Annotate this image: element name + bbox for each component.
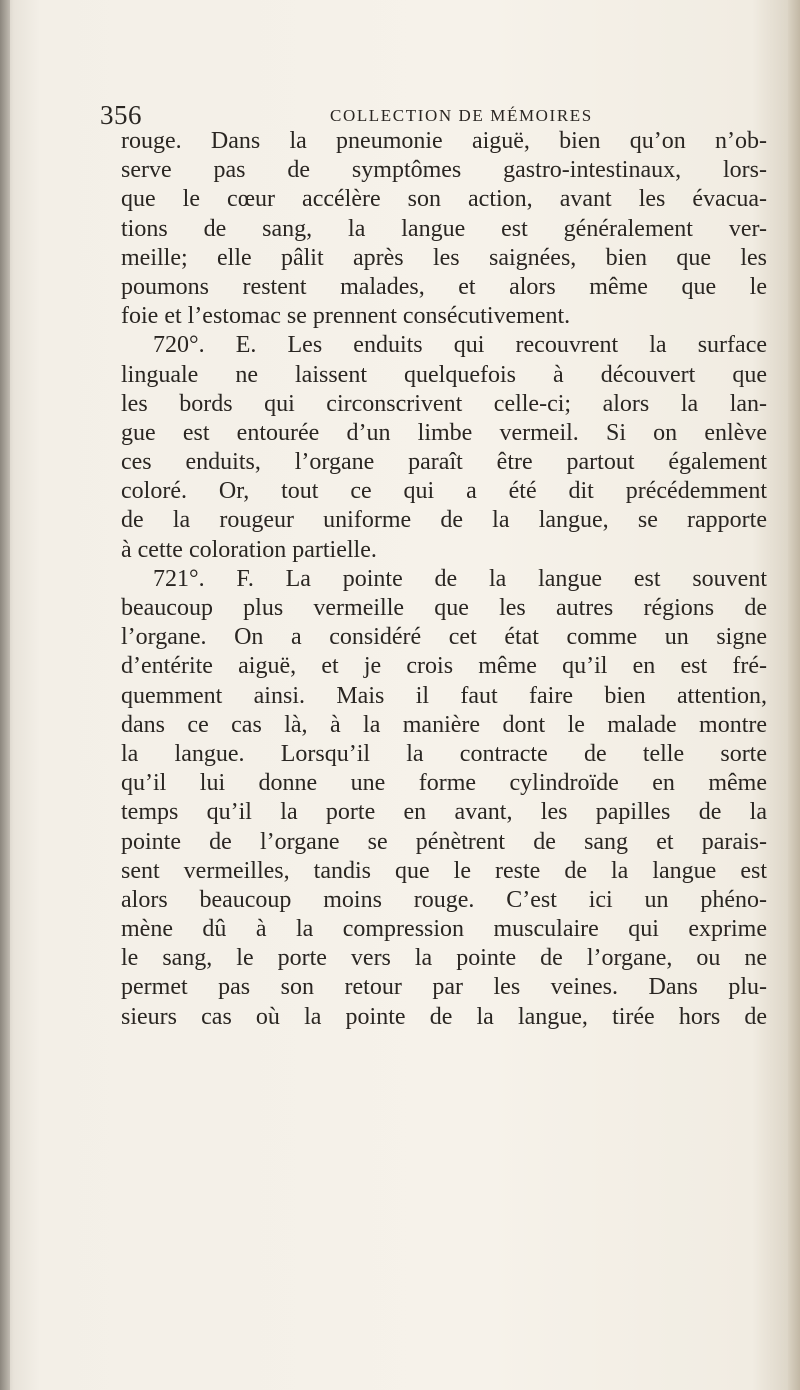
text-line: sent vermeilles, tandis que le reste de la langue est	[121, 857, 767, 884]
text-line: alors beaucoup moins rouge. C’est ici un phéno-	[121, 886, 767, 913]
text-line: permet pas son retour par les veines. Dans plu-	[121, 974, 767, 1001]
text-line: le sang, le porte vers la pointe de l’organe, ou ne	[121, 945, 767, 972]
text-line: serve pas de symptômes gastro-intestinaux, lors-	[121, 157, 767, 184]
text-line: d’entérite aiguë, et je crois même qu’il en est fré-	[121, 653, 767, 680]
text-line: que le cœur accélère son action, avant les évacua-	[121, 186, 767, 213]
text-line: dans ce cas là, à la manière dont le malade montre	[121, 711, 767, 738]
text-line: quemment ainsi. Mais il faut faire bien attention,	[121, 682, 767, 709]
text-line: qu’il lui donne une forme cylindroïde en même	[121, 770, 767, 797]
text-line: tions de sang, la langue est généralement ver-	[121, 215, 767, 242]
paragraph-721-start: 721°. F. La pointe de la langue est souvent	[153, 565, 767, 592]
text-line: l’organe. On a considéré cet état comme un signe	[121, 624, 767, 651]
text-line: linguale ne laissent quelquefois à découvert que	[121, 361, 767, 388]
text-line: gue est entourée d’un limbe vermeil. Si on enlève	[121, 419, 767, 446]
page-edge	[788, 0, 800, 1390]
running-head: COLLECTION DE MÉMOIRES	[330, 106, 593, 125]
text-line: temps qu’il la porte en avant, les papilles de la	[121, 799, 767, 826]
binding-gutter-shadow	[0, 0, 10, 1390]
text-line: rouge. Dans la pneumonie aiguë, bien qu’on n’ob-	[121, 128, 767, 154]
text-line: meille; elle pâlit après les saignées, bien que les	[121, 244, 767, 271]
text-line: foie et l’estomac se prennent consécutivement.	[121, 303, 571, 330]
text-line: à cette coloration partielle.	[121, 536, 377, 563]
text-line: beaucoup plus vermeille que les autres régions de	[121, 595, 767, 621]
text-line: mène dû à la compression musculaire qui exprime	[121, 916, 767, 943]
text-line: pointe de l’organe se pénètrent de sang et parais-	[121, 828, 767, 855]
page-header	[100, 100, 770, 130]
text-line: coloré. Or, tout ce qui a été dit précédemment	[121, 478, 767, 505]
text-line: poumons restent malades, et alors même que le	[121, 273, 767, 300]
body-text	[121, 127, 767, 1032]
text-line: de la rougeur uniforme de la langue, se rapporte	[121, 507, 767, 534]
text-line: ces enduits, l’organe paraît être partout également	[121, 449, 767, 476]
paragraph-720-start: 720°. E. Les enduits qui recouvrent la surface	[153, 332, 767, 359]
text-line: sieurs cas où la pointe de la langue, tirée hors de	[121, 1003, 767, 1030]
page-number: 356	[100, 100, 142, 130]
text-line: les bords qui circonscrivent celle-ci; alors la lan-	[121, 390, 767, 417]
text-line: la langue. Lorsqu’il la contracte de telle sorte	[121, 740, 767, 767]
